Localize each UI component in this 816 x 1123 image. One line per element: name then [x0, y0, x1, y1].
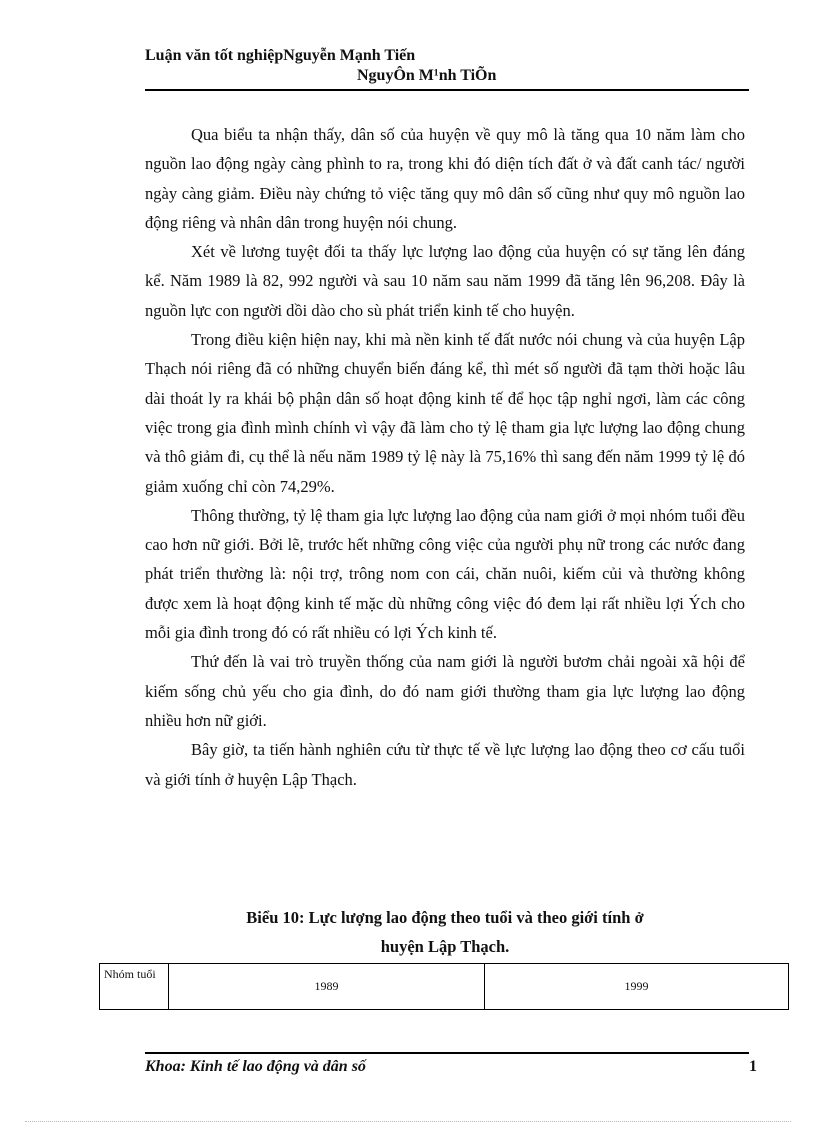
footer-faculty: Khoa: Kinh tế lao động và dân số — [145, 1058, 366, 1075]
footer-divider — [145, 1052, 749, 1054]
header-cell-1989: 1989 — [169, 964, 485, 1010]
caption-line: huyện Lập Thạch. — [380, 937, 510, 956]
page-header — [145, 47, 749, 87]
paragraph: Trong điều kiện hiện nay, khi mà nền kinh tế đất nước nói chung và của huyện Lập Thạch nói riêng đã có những chuyển biến đáng kể, thì mét số người đã tạm thời hoặc lâu dài thoát ly ra khái bộ phận dân số hoạt động kinh tế để học tập nghỉ ngơi, làm các công việc trong gia đình mình chính vì vậy đã làm cho tỷ lệ tham gia lực lượng lao động chung và thô giảm đi, cụ thể là nếu năm 1989 tỷ lệ này là 75,16% thì sang đến năm 1999 tỷ lệ đó giảm xuống chỉ còn 74,29%. — [145, 330, 745, 496]
table-header-row — [100, 964, 789, 1010]
header-cell-1999: 1999 — [485, 964, 789, 1010]
table-caption — [145, 903, 745, 961]
paragraph: Bây giờ, ta tiến hành nghiên cứu từ thực tế về lực lượng lao động theo cơ cấu tuổi và giới tính ở huyện Lập Thạch. — [145, 740, 745, 789]
paragraph: Qua biểu ta nhận thấy, dân số của huyện về quy mô là tăng qua 10 năm làm cho nguồn lao động ngày càng phình to ra, trong khi đó diện tích đất ở và đất canh tác/ người ngày càng giảm. Điều này chứng tỏ việc tăng quy mô dân số cũng như quy mô nguồn lao động riêng và nhân dân trong huyện nói chung. — [145, 125, 745, 232]
page-number: 1 — [749, 1058, 757, 1075]
header-divider — [145, 89, 749, 91]
paragraph: Thứ đến là vai trò truyền thống của nam giới là người bươm chải ngoài xã hội để kiếm sống chủ yếu cho gia đình, do đó nam giới thường tham gia lực lượng lao động nhiều hơn nữ giới. — [145, 652, 745, 730]
header-author-name: NguyÔn M¹nh TiÕn — [357, 67, 497, 84]
caption-line: Biểu 10: Lực lượng lao động theo tuổi và theo giới tính ở — [246, 908, 644, 927]
paragraph: Thông thường, tỷ lệ tham gia lực lượng lao động của nam giới ở mọi nhóm tuổi đều cao hơn nữ giới. Bởi lẽ, trước hết những công việc của người phụ nữ trong các nước đang phát triển thường là: nội trợ, trông nom con cái, chăn nuôi, kiếm củi và thường không được xem là hoạt động kinh tế mặc dù những công việc đó đem lại rất nhiều lợi Ých cho mỗi gia đình trong đó có rất nhiều có lợi Ých kinh tế. — [145, 505, 745, 643]
labor-force-table — [99, 963, 789, 1010]
page-edge — [25, 1121, 791, 1122]
paragraph: Xét về lương tuyệt đối ta thấy lực lượng lao động của huyện có sự tăng lên đáng kể. Năm 1989 là 82, 992 người và sau 10 năm sau năm 1999 đã tăng lên 96,208. Đây là nguồn lực con người dồi dào cho sù phát triển kinh tế cho huyện. — [145, 242, 745, 320]
header-cell-age-group: Nhóm tuổi — [100, 964, 169, 1010]
page-footer — [145, 1058, 757, 1076]
document-body — [145, 120, 745, 794]
header-author-line: Luận văn tốt nghiệpNguyễn Mạnh Tiến — [145, 47, 416, 64]
